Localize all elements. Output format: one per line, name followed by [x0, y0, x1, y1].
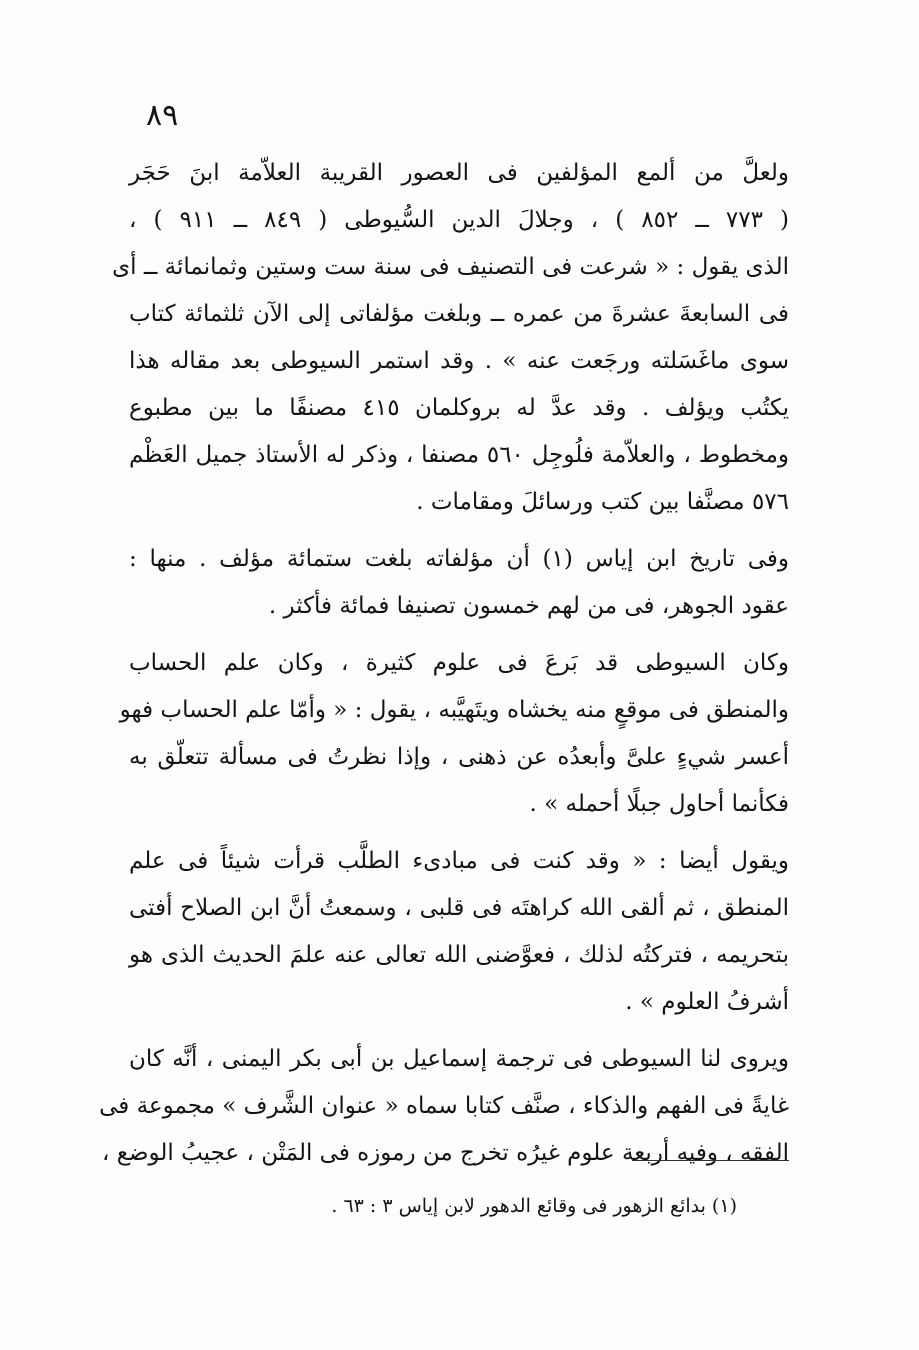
paragraph-4 — [129, 838, 789, 1026]
text-line: فكأنما أحاول جبلًا أحمله » . — [529, 791, 789, 817]
paragraph-1 — [112, 150, 789, 526]
text-line: أعسر شيءٍ علىَّ وأبعدُه عن ذهنى ، وإذا نظرتُ فى مسألة تتعلّق به — [129, 744, 789, 770]
text-line: ٥٧٦ مصنَّفا بين كتب ورسائلَ ومقامات . — [416, 489, 789, 515]
text-line: ويقول أيضا : « وقد كنت فى مبادىء الطلَّب قرأت شيئاً فى علم — [129, 848, 789, 874]
footnote-divider — [632, 1160, 789, 1161]
paragraph-5 — [99, 1036, 789, 1177]
footnote: (١) بدائع الزهور فى وقائع الدهور لابن إياس ٣ : ٦٣ . — [331, 1195, 737, 1217]
text-line: بتحريمه ، فتركتُه لذلك ، فعوَّضنى الله تعالى عنه علمَ الحديث الذى هو — [129, 942, 789, 968]
text-line: أشرفُ العلوم » . — [625, 989, 789, 1015]
text-line: ( ٧٧٣ ــ ٨٥٢ ) ، وجلالَ الدين السُّيوطى ( ٨٤٩ ــ ٩١١ ) ، — [129, 207, 789, 233]
text-line: فى السابعةَ عشرةَ من عمره ــ وبلغت مؤلفاتى إلى الآن ثلثمائة كتاب — [129, 301, 789, 327]
text-line: سوى ماغَسَلته ورجَعت عنه » . وقد استمر السيوطى بعد مقاله هذا — [129, 348, 789, 374]
text-line: ومخطوط ، والعلاّمة فلُوجِل ٥٦٠ مصنفا ، وذكر له الأستاذ جميل العَظْم — [129, 442, 789, 468]
text-line: وفى تاريخ ابن إياس (١) أن مؤلفاته بلغت ستمائة مؤلف . منها : — [129, 546, 789, 572]
body-text — [99, 150, 789, 1187]
text-line: ويروى لنا السيوطى فى ترجمة إسماعيل بن أبى بكر اليمنى ، أنَّه كان — [129, 1046, 789, 1072]
text-line: الذى يقول : « شرعت فى التصنيف فى سنة ست وستين وثمانمائة ــ أى — [112, 254, 789, 280]
text-line: والمنطق فى موقعٍ منه يخشاه ويتَهيَّبه ، يقول : « وأمّا علم الحساب فهو — [119, 697, 789, 723]
text-line: وكان السيوطى قد بَرعَ فى علوم كثيرة ، وكان علم الحساب — [129, 650, 789, 676]
text-line: يكتُب ويؤلف . وقد عدَّ له بروكلمان ٤١٥ مصنفًا ما بين مطبوع — [129, 395, 789, 421]
paragraph-3 — [119, 640, 789, 828]
text-line: الفقه ، وفيه أربعة علوم غيرُه تخرج من رموزه فى المَتْن ، عجيبُ الوضع ، — [101, 1140, 789, 1166]
page-number: ٨٩ — [146, 98, 179, 133]
text-line: ولعلَّ من ألمع المؤلفين فى العصور القريبة العلاّمة ابنَ حَجَر — [129, 160, 789, 186]
paragraph-2 — [129, 536, 789, 630]
text-line: المنطق ، ثم ألقى الله كراهتَه فى قلبى ، وسمعتُ أنَّ ابن الصلاح أفتى — [129, 895, 789, 921]
text-line: عقود الجوهر، فى من لهم خمسون تصنيفا فمائة فأكثر . — [268, 593, 789, 619]
text-line: غايةً فى الفهم والذكاء ، صنَّف كتابا سماه « عنوان الشَّرف » مجموعة فى — [99, 1093, 789, 1119]
